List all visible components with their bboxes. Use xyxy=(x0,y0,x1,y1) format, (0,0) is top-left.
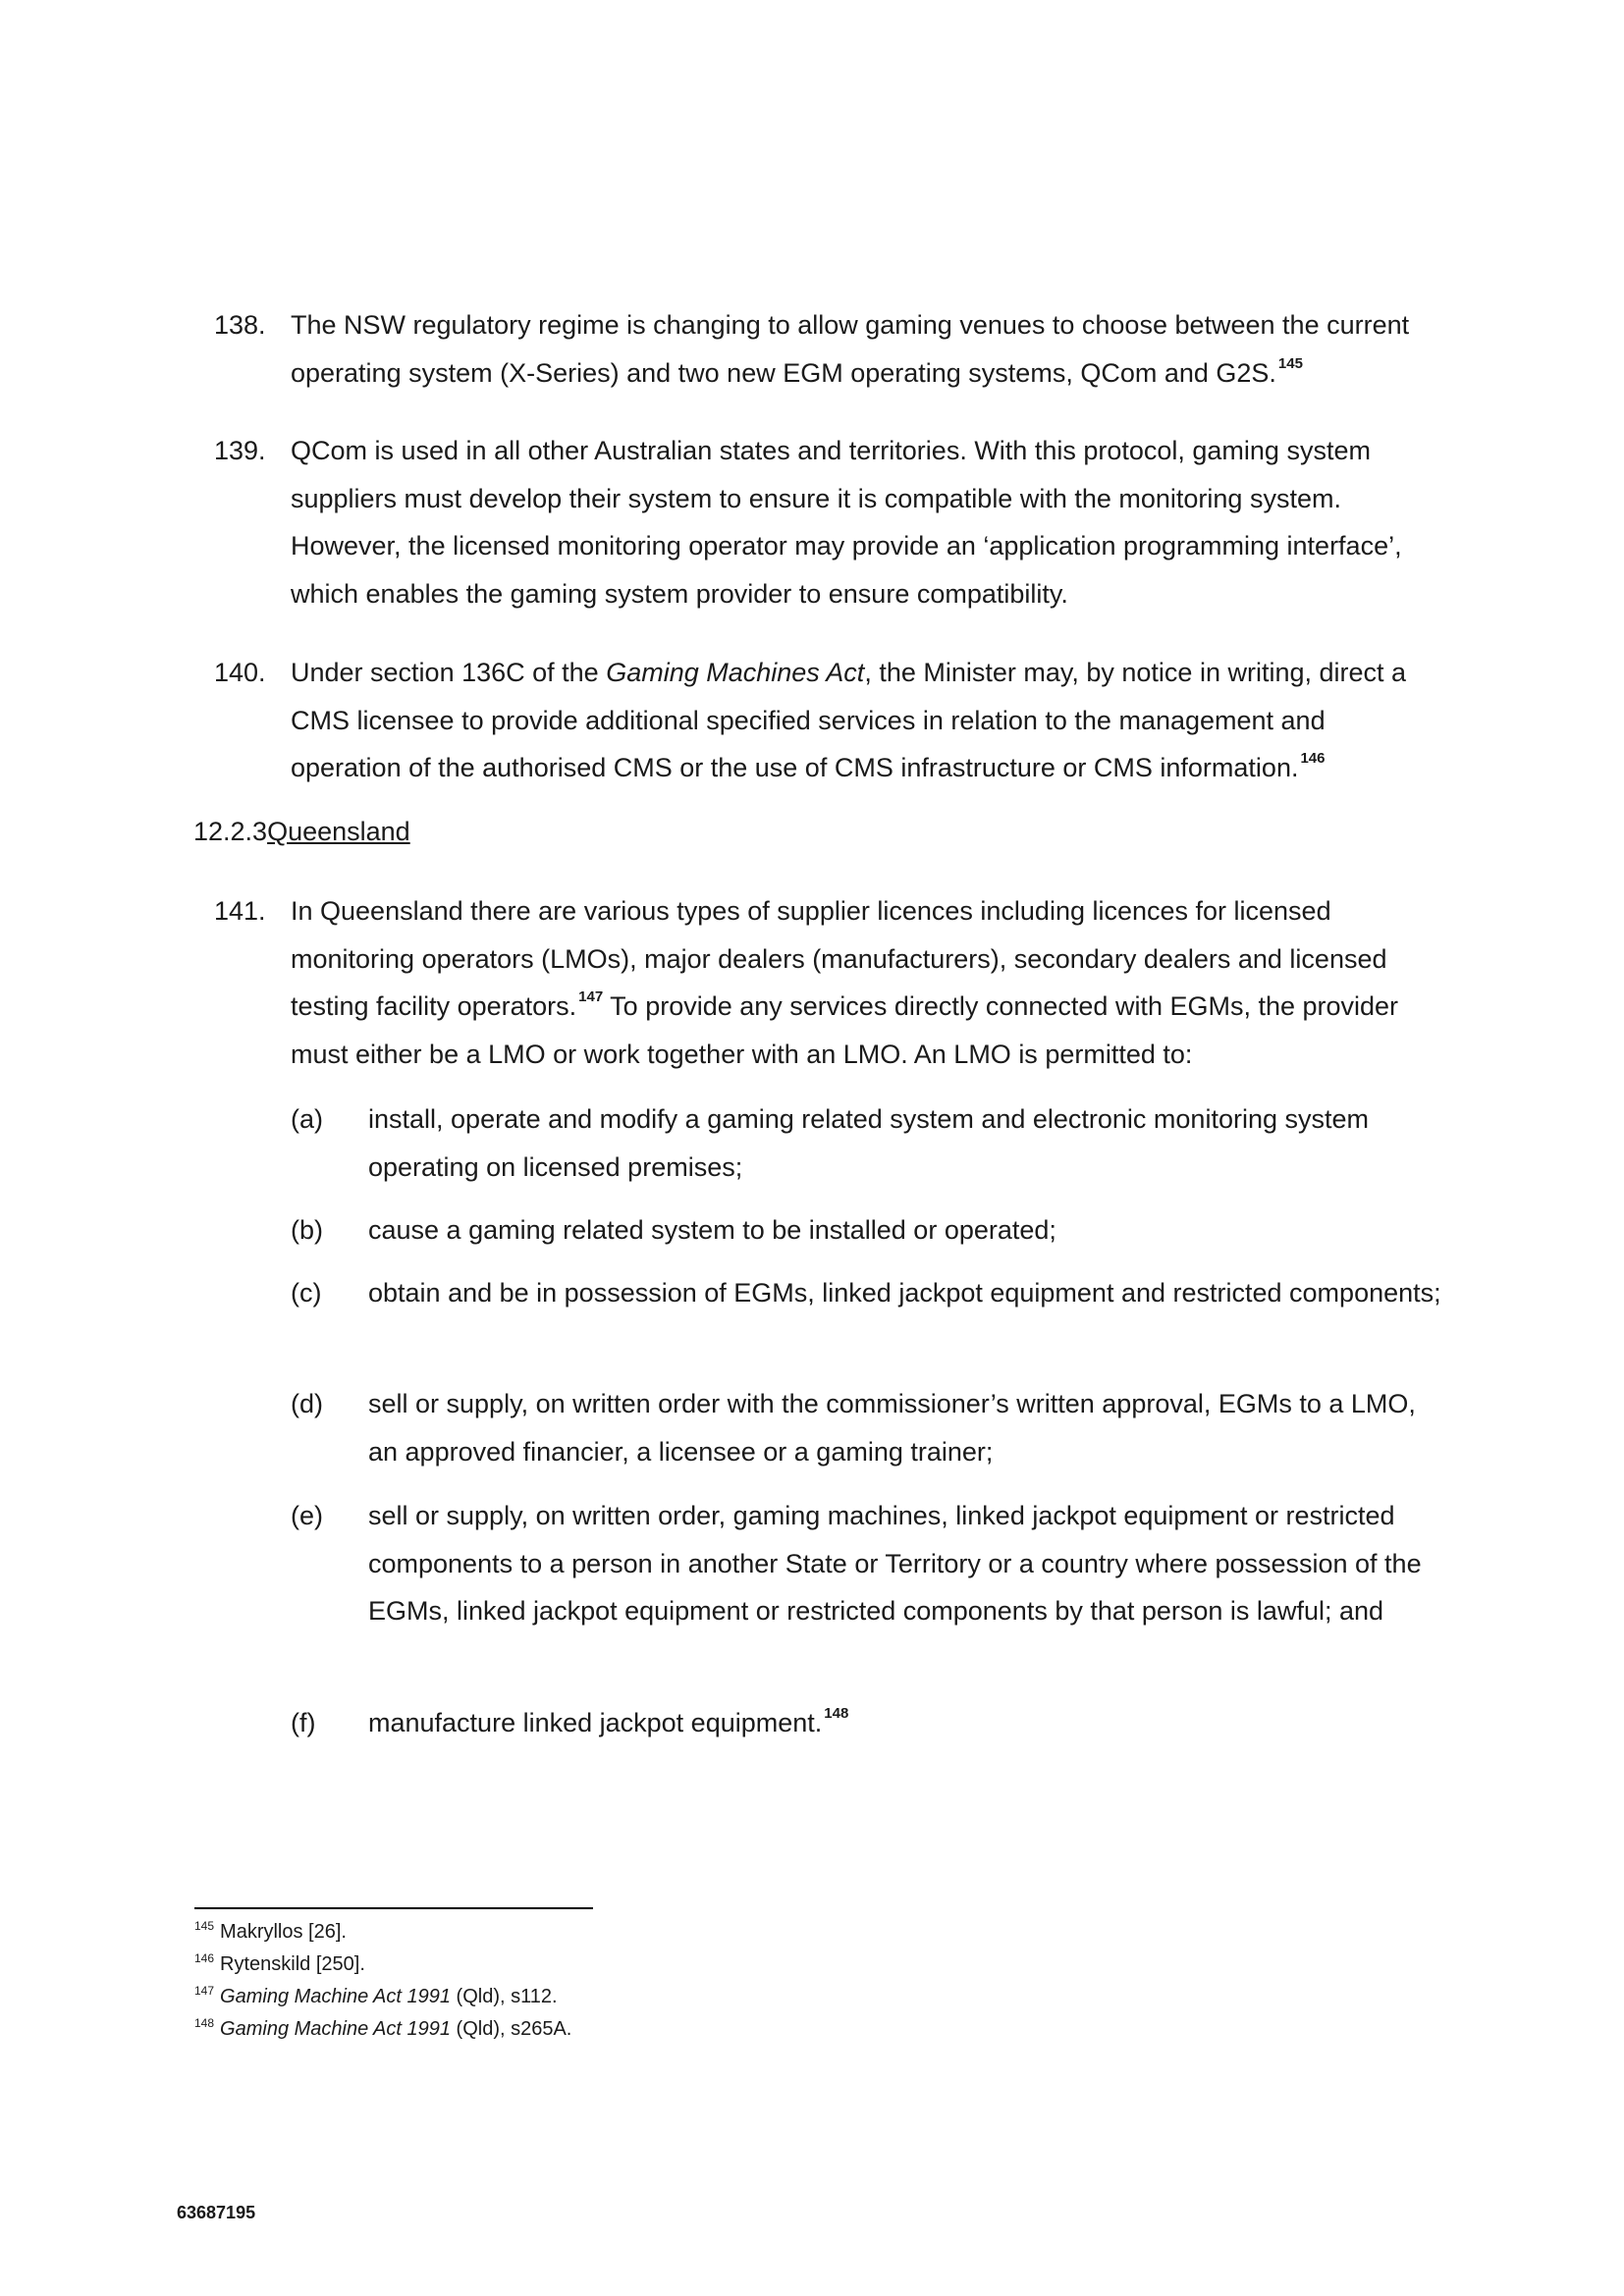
paragraph-number: 140. xyxy=(214,658,266,687)
footnote-text: (Qld), s112. xyxy=(450,1986,558,2007)
paragraph-body xyxy=(291,649,1439,792)
paragraph-text: In Queensland there are various types of supplier licences including licences for licensed monitoring operators (LMOs), major dealers (manufacturers), secondary dealers and licensed testing facility operators. xyxy=(291,896,1387,1021)
paragraph-text: The NSW regulatory regime is changing to allow gaming venues to choose between the current operating system (X-Series) and two new EGM operating systems, QCom and G2S. xyxy=(291,310,1410,388)
footnote-number: 148 xyxy=(194,2016,215,2030)
paragraph-text: QCom is used in all other Australian states and territories. With this protocol, gaming system suppliers must develop their system to ensure it is compatible with the monitoring system. However, the licensed monitoring operator may provide an ‘application programming interface’, which enables the gaming system provider to ensure compatibility. xyxy=(291,436,1402,609)
list-label: (f) xyxy=(291,1708,316,1737)
footnote-145 xyxy=(194,1916,571,1949)
paragraph-body xyxy=(291,427,1439,617)
footnote-147 xyxy=(194,1981,571,2013)
section-title: Queensland xyxy=(267,817,410,846)
section-number: 12.2.3 xyxy=(193,817,268,846)
list-text: cause a gaming related system to be installed or operated; xyxy=(368,1215,1056,1245)
footnote-number: 147 xyxy=(194,1984,215,1998)
paragraph-140 xyxy=(196,649,1473,792)
footnote-ref-145[interactable]: 145 xyxy=(1277,354,1303,372)
paragraph-138 xyxy=(196,301,1473,397)
paragraph-number: 139. xyxy=(214,436,266,465)
footnotes xyxy=(194,1916,571,2046)
footnote-text: (Qld), s265A. xyxy=(450,2018,572,2040)
list-label: (a) xyxy=(291,1104,323,1134)
footnote-146 xyxy=(194,1949,571,1981)
paragraph-141 xyxy=(196,887,1473,1078)
footnote-number: 145 xyxy=(194,1919,215,1933)
footnote-number: 146 xyxy=(194,1951,215,1965)
paragraph-139 xyxy=(196,427,1473,617)
footnote-ref-147[interactable]: 147 xyxy=(578,988,604,1005)
footnote-act-title: Gaming Machine Act 1991 xyxy=(220,2018,451,2040)
list-item-b xyxy=(291,1206,1469,1255)
list-item-f xyxy=(291,1699,1469,1747)
paragraph-number: 141. xyxy=(214,896,266,926)
act-title: Gaming Machines Act xyxy=(606,658,865,687)
footnote-text: Rytenskild [250]. xyxy=(220,1953,365,1975)
paragraph-text-post: , the Minister may, by notice in writing, direct a CMS licensee to provide additional specified services in relation to the management and operation of the authorised CMS or the use of CMS infrastructure or CMS information. xyxy=(291,658,1407,782)
list-label: (e) xyxy=(291,1501,323,1530)
list-item-c xyxy=(291,1269,1469,1317)
footnote-act-title: Gaming Machine Act 1991 xyxy=(220,1986,451,2007)
paragraph-body xyxy=(291,887,1439,1078)
list-text xyxy=(368,1699,1448,1747)
paragraph-text-pre: Under section 136C of the xyxy=(291,658,607,687)
list-item-e xyxy=(291,1492,1469,1635)
list-text: obtain and be in possession of EGMs, linked jackpot equipment and restricted components; xyxy=(368,1278,1441,1308)
list-label: (c) xyxy=(291,1278,322,1308)
section-heading xyxy=(193,812,410,851)
list-item-d xyxy=(291,1380,1469,1475)
list-text: sell or supply, on written order, gaming machines, linked jackpot equipment or restricted components to a person in another State or Territory or a country where possession of the EGMs, linked jackpot equipment or restricted components by that person is lawful; and xyxy=(368,1501,1422,1626)
paragraph-number: 138. xyxy=(214,310,266,340)
list-label: (b) xyxy=(291,1215,323,1245)
list-text: sell or supply, on written order with the commissioner’s written approval, EGMs to a LMO, an approved financier, a licensee or a gaming trainer; xyxy=(368,1389,1416,1467)
list-label: (d) xyxy=(291,1389,323,1418)
footnote-148 xyxy=(194,2013,571,2046)
footnote-ref-146[interactable]: 146 xyxy=(1300,750,1326,767)
footnote-text: Makryllos [26]. xyxy=(220,1921,347,1943)
footnote-ref-148[interactable]: 148 xyxy=(824,1705,849,1722)
document-number: 63687195 xyxy=(177,2203,256,2222)
paragraph-text-continued: To provide any services directly connected with EGMs, the provider must either be a LMO or work together with an LMO. An LMO is permitted to: xyxy=(291,991,1399,1069)
list-text: install, operate and modify a gaming related system and electronic monitoring system operating on licensed premises; xyxy=(368,1104,1369,1182)
footnote-separator xyxy=(194,1907,593,1909)
list-text-content: manufacture linked jackpot equipment. xyxy=(368,1708,823,1737)
list-item-a xyxy=(291,1095,1469,1191)
paragraph-body xyxy=(291,301,1439,397)
